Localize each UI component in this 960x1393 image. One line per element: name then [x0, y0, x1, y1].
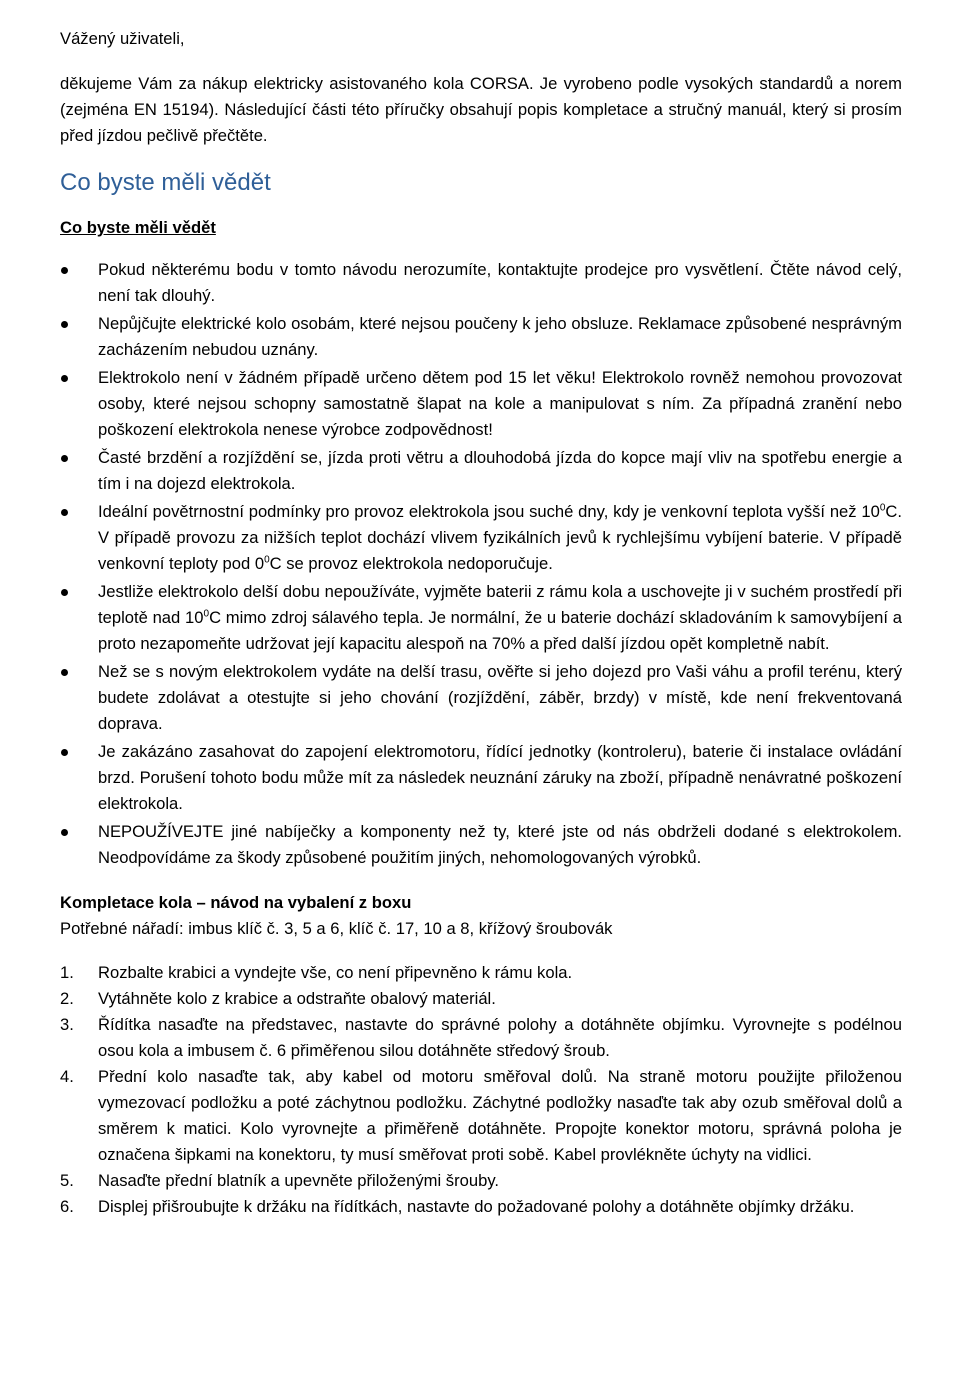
bullet-icon — [61, 589, 68, 596]
step-text: Rozbalte krabici a vyndejte vše, co není připevněno k rámu kola. — [98, 963, 573, 982]
bullet-icon — [61, 509, 68, 516]
notice-list — [60, 257, 902, 871]
step-number: 5. — [60, 1171, 74, 1190]
bullet-icon — [61, 829, 68, 836]
step-text: Vytáhněte kolo z krabice a odstraňte obalový materiál. — [98, 989, 496, 1008]
step-number: 4. — [60, 1067, 74, 1086]
step-item — [60, 986, 902, 1012]
step-item — [60, 1168, 902, 1194]
step-item — [60, 1012, 902, 1064]
step-text: Přední kolo nasaďte tak, aby kabel od motoru směřoval dolů. Na straně motoru použijte přiloženou vymezovací podložku a poté záchytnou podložku. Záchytné podložky nasaďte tak aby ozub směřoval dolů a směrem k matici. Kolo vyrovnejte a přiměřeně dotáhněte. Propojte konektor motoru, správná poloha je označena šipkami na konektoru, ty musí směřovat proti sobě. Kabel provlékněte úchyty na vidlici. — [98, 1067, 902, 1164]
intro-paragraph: děkujeme Vám za nákup elektricky asistovaného kola CORSA. Je vyrobeno podle vysokých standardů a norem (zejména EN 15194). Následující části této příručky obsahují popis kompletace a stručný manuál, který si prosím před jízdou pečlivě přečtěte. — [60, 74, 902, 145]
list-item: Než se s novým elektrokolem vydáte na delší trasu, ověřte si jeho dojezd pro Vaši váhu a profil terénu, který budete zdolávat a otestujte si jeho chování (rozjíždění, záběr, brzdy) v místě, kde není frekventovaná doprava. — [60, 659, 902, 737]
bullet-icon — [61, 375, 68, 382]
step-number: 1. — [60, 963, 74, 982]
list-item: NEPOUŽÍVEJTE jiné nabíječky a komponenty než ty, které jste od nás obdrželi dodané s elektrokolem. Neodpovídáme za škody způsobené použitím jiných, nehomologovaných výrobků. — [60, 819, 902, 871]
section-heading: Co byste měli vědět — [60, 169, 271, 196]
document-page — [60, 26, 902, 1220]
list-item: Ideální povětrnostní podmínky pro provoz elektrokola jsou suché dny, kdy je venkovní teplota vyšší než $10^0C$. V případě provozu za nižších teplot dochází vlivem fyzikálních jevů k rychlejšímu vybíjení baterie. V případě venkovní teploty pod $0^0C$ se provoz elektrokola nedoporučuje. — [60, 499, 902, 577]
list-item: Časté brzdění a rozjíždění se, jízda proti větru a dlouhodobá jízda do kopce mají vliv na spotřebu energie a tím i na dojezd elektrokola. — [60, 445, 902, 497]
list-item: Pokud některému bodu v tomto návodu nerozumíte, kontaktujte prodejce pro vysvětlení. Čtěte návod celý, není tak dlouhý. — [60, 257, 902, 309]
step-number: 2. — [60, 989, 74, 1008]
bullet-icon — [61, 669, 68, 676]
assembly-steps — [60, 960, 902, 1220]
list-item: Elektrokolo není v žádném případě určeno dětem pod 15 let věku! Elektrokolo rovněž nemohou provozovat osoby, které nejsou schopny samostatně šlapat na kole a manipulovat s ním. Za případná zranění nebo poškození elektrokola nenese výrobce zodpovědnost! — [60, 365, 902, 443]
tools-line: Potřebné nářadí: imbus klíč č. 3, 5 a 6, klíč č. 17, 10 a 8, křížový šroubovák — [60, 919, 613, 938]
bullet-icon — [61, 267, 68, 274]
list-item: Nepůjčujte elektrické kolo osobám, které nejsou poučeny k jeho obsluze. Reklamace způsobené nesprávným zacházením nebudou uznány. — [60, 311, 902, 363]
greeting: Vážený uživateli, — [60, 29, 185, 48]
section-subheading: Co byste měli vědět — [60, 218, 216, 237]
bullet-icon — [61, 749, 68, 756]
step-number: 6. — [60, 1197, 74, 1216]
step-text: Řídítka nasaďte na představec, nastavte do správné polohy a dotáhněte objímku. Vyrovnejte s podélnou osou kola a imbusem č. 6 přiměřenou silou dotáhněte středový šroub. — [98, 1015, 902, 1060]
step-item — [60, 1064, 902, 1168]
bullet-icon — [61, 455, 68, 462]
step-text: Nasaďte přední blatník a upevněte přiloženými šrouby. — [98, 1171, 499, 1190]
list-item: Je zakázáno zasahovat do zapojení elektromotoru, řídící jednotky (kontroleru), baterie či instalace ovládání brzd. Porušení tohoto bodu může mít za následek neuznání záruky na zboží, případně nenávratné poškození elektrokola. — [60, 739, 902, 817]
step-text: Displej přišroubujte k držáku na řídítkách, nastavte do požadované polohy a dotáhněte objímky držáku. — [98, 1197, 855, 1216]
list-item: Jestliže elektrokolo delší dobu nepoužíváte, vyjměte baterii z rámu kola a uschovejte ji v suchém prostředí při teplotě nad $10^0C$ mimo zdroj sálavého tepla. Je normální, že u baterie dochází skladováním k samovybíjení a proto nezapomeňte udržovat její kapacitu alespoň na 70% a před další jízdou opět kompletně nabít. — [60, 579, 902, 657]
assembly-heading: Kompletace kola – návod na vybalení z boxu — [60, 893, 412, 912]
bullet-icon — [61, 321, 68, 328]
step-item — [60, 1194, 902, 1220]
step-number: 3. — [60, 1015, 74, 1034]
step-item — [60, 960, 902, 986]
